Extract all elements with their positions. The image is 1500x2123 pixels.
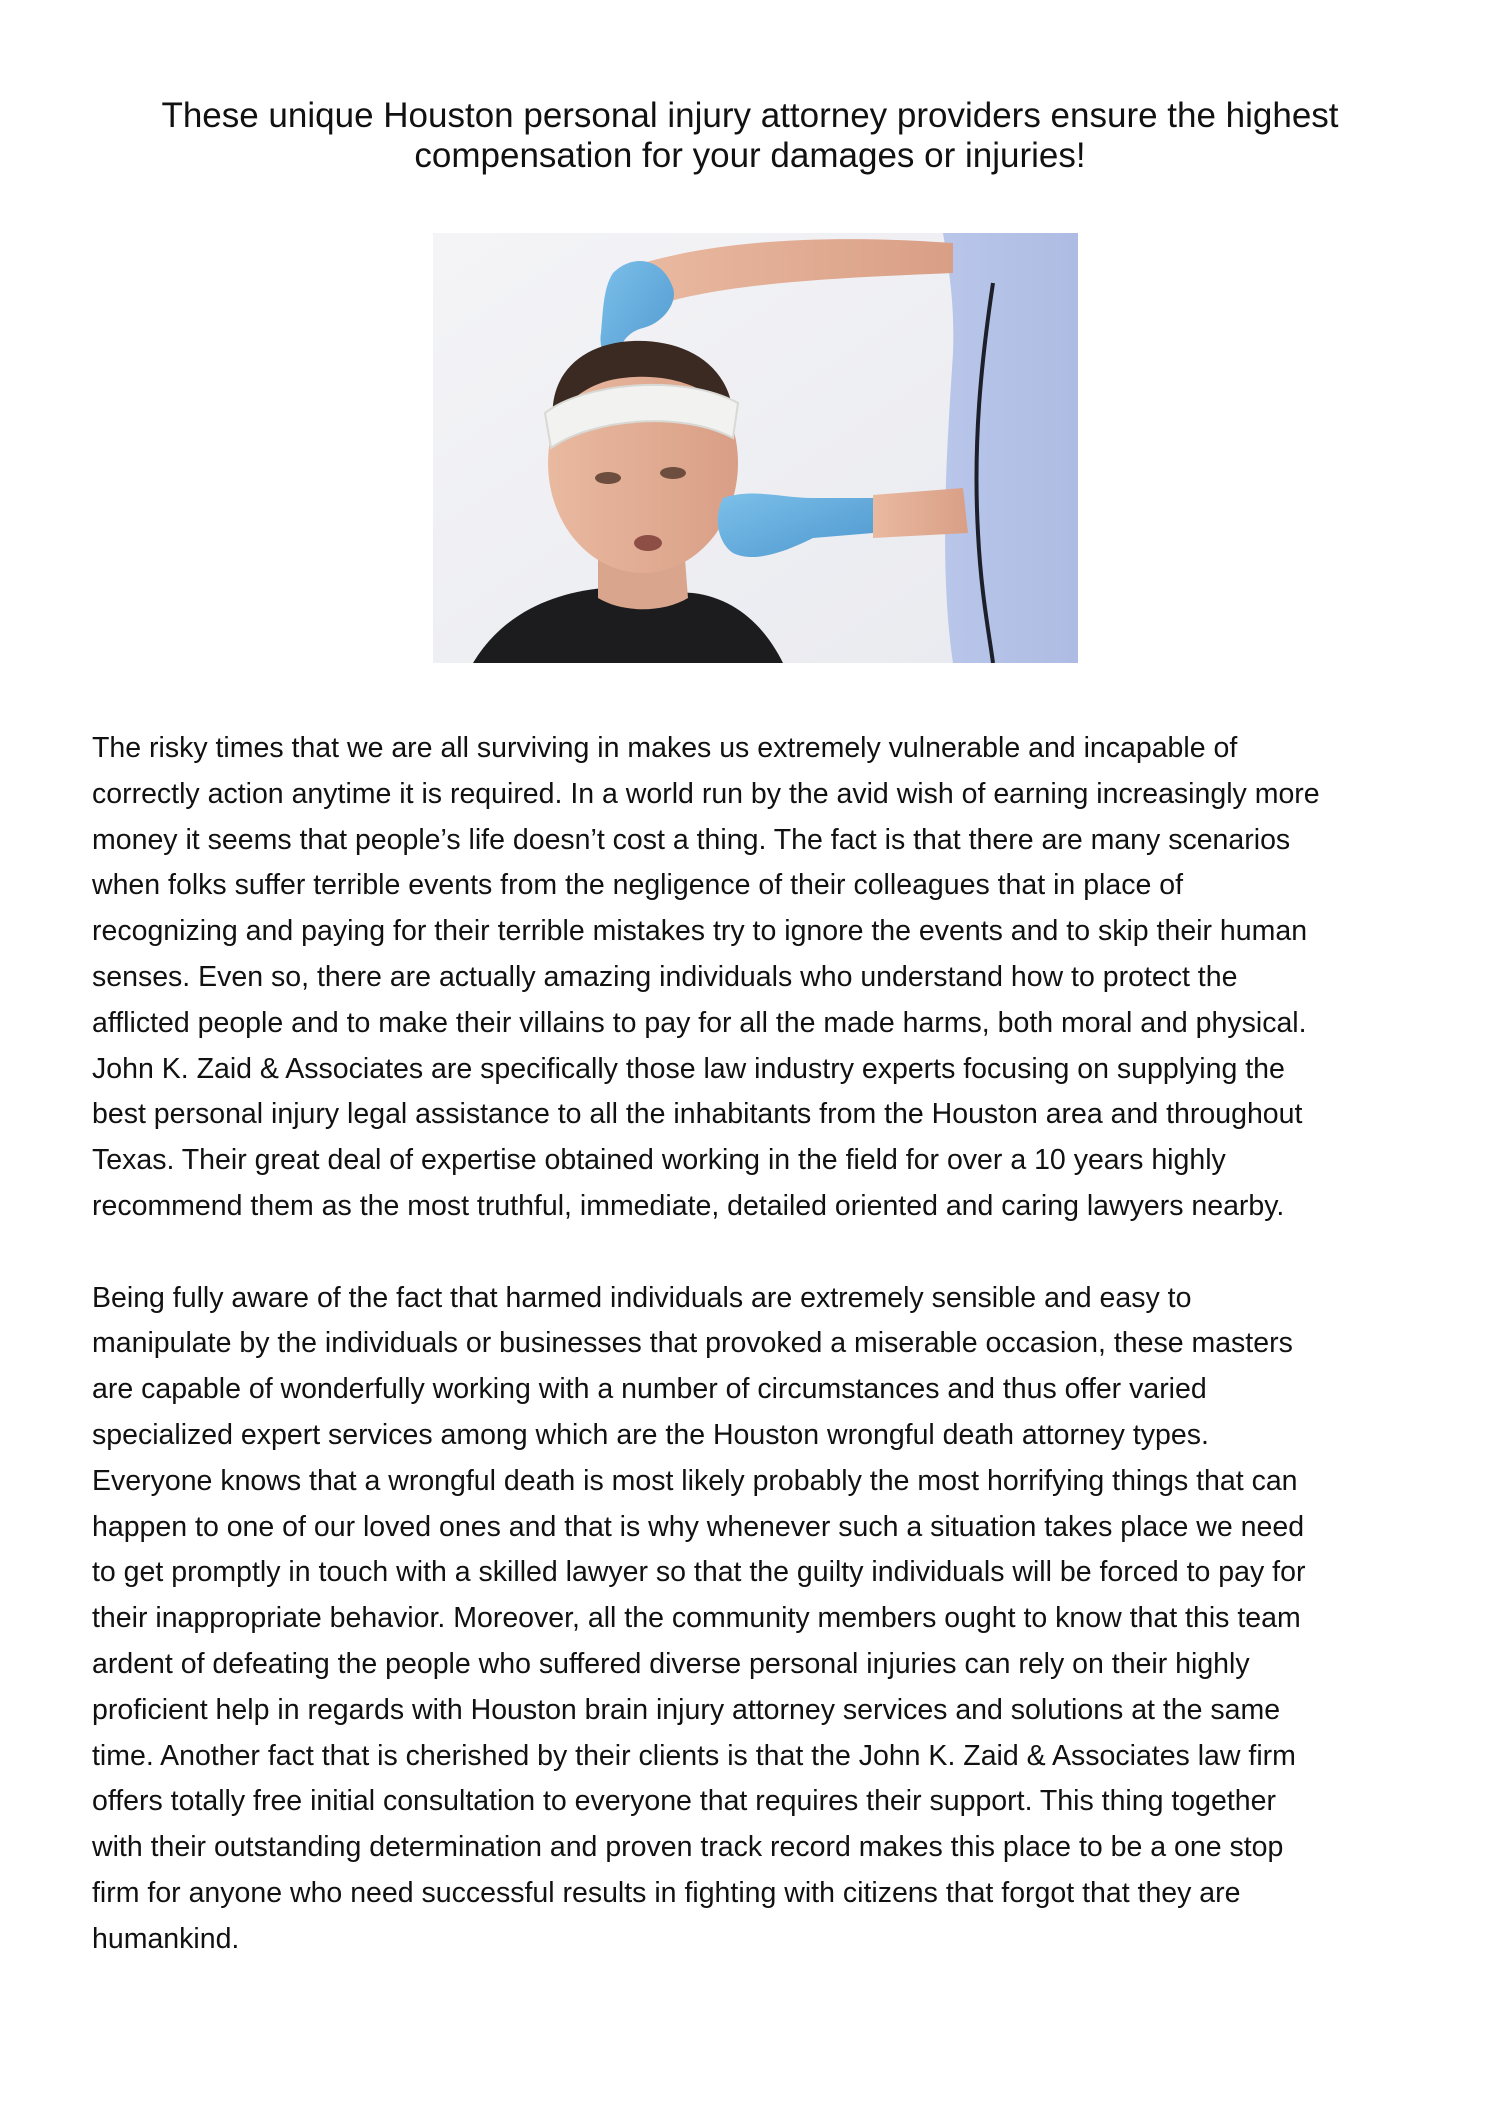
- text-line: Everyone knows that a wrongful death is most likely probably the most horrifying things that can: [92, 1464, 1298, 1497]
- text-line: with their outstanding determination and proven track record makes this place to be a one stop: [92, 1831, 1284, 1864]
- title-line: These unique Houston personal injury attorney providers ensure the highest: [161, 96, 1339, 135]
- text-line: are capable of wonderfully working with a number of circumstances and thus offer varied: [92, 1373, 1207, 1406]
- text-line: happen to one of our loved ones and that is why whenever such a situation takes place we need: [92, 1510, 1305, 1543]
- text-line: Being fully aware of the fact that harmed individuals are extremely sensible and easy to: [92, 1281, 1192, 1314]
- text-line: money it seems that people’s life doesn’t cost a thing. The fact is that there are many scenarios: [92, 823, 1291, 856]
- text-line: correctly action anytime it is required. In a world run by the avid wish of earning increasingly more: [92, 777, 1320, 810]
- text-line: manipulate by the individuals or businesses that provoked a miserable occasion, these masters: [92, 1327, 1293, 1360]
- text-line: The risky times that we are all surviving in makes us extremely vulnerable and incapable of: [92, 732, 1238, 764]
- text-line: best personal injury legal assistance to all the inhabitants from the Houston area and throughout: [92, 1098, 1303, 1131]
- text-line: offers totally free initial consultation to everyone that requires their support. This thing together: [92, 1785, 1276, 1818]
- paragraph-1: [92, 726, 1422, 1230]
- text-line: specialized expert services among which are the Houston wrongful death attorney types.: [92, 1418, 1209, 1451]
- text-line: afflicted people and to make their villains to pay for all the made harms, both moral and physical.: [92, 1006, 1307, 1039]
- text-line: firm for anyone who need successful results in fighting with citizens that forgot that they are: [92, 1876, 1241, 1909]
- text-line: when folks suffer terrible events from the negligence of their colleagues that in place of: [92, 869, 1184, 902]
- text-line: time. Another fact that is cherished by their clients is that the John K. Zaid & Associates law firm: [92, 1739, 1296, 1772]
- page-title: [140, 96, 1360, 176]
- text-line: recommend them as the most truthful, immediate, detailed oriented and caring lawyers nearby.: [92, 1189, 1285, 1222]
- text-line: recognizing and paying for their terrible mistakes try to ignore the events and to skip their human: [92, 915, 1308, 948]
- text-line: senses. Even so, there are actually amazing individuals who understand how to protect the: [92, 960, 1238, 993]
- text-line: their inappropriate behavior. Moreover, all the community members ought to know that this team: [92, 1602, 1301, 1635]
- article-body: [92, 726, 1422, 1963]
- injury-photo: [433, 233, 1078, 663]
- text-line: humankind.: [92, 1922, 240, 1955]
- text-line: ardent of defeating the people who suffered diverse personal injuries can rely on their highly: [92, 1647, 1250, 1680]
- paragraph-spacer: [92, 1230, 1422, 1276]
- text-line: to get promptly in touch with a skilled lawyer so that the guilty individuals will be forced to pay for: [92, 1556, 1306, 1589]
- paragraph-2: [92, 1276, 1422, 1963]
- text-line: Texas. Their great deal of expertise obtained working in the field for over a 10 years highly: [92, 1144, 1226, 1177]
- title-line: compensation for your damages or injuries!: [414, 136, 1086, 175]
- text-line: John K. Zaid & Associates are specifically those law industry experts focusing on supplying the: [92, 1052, 1285, 1085]
- text-line: proficient help in regards with Houston brain injury attorney services and solutions at the same: [92, 1693, 1281, 1726]
